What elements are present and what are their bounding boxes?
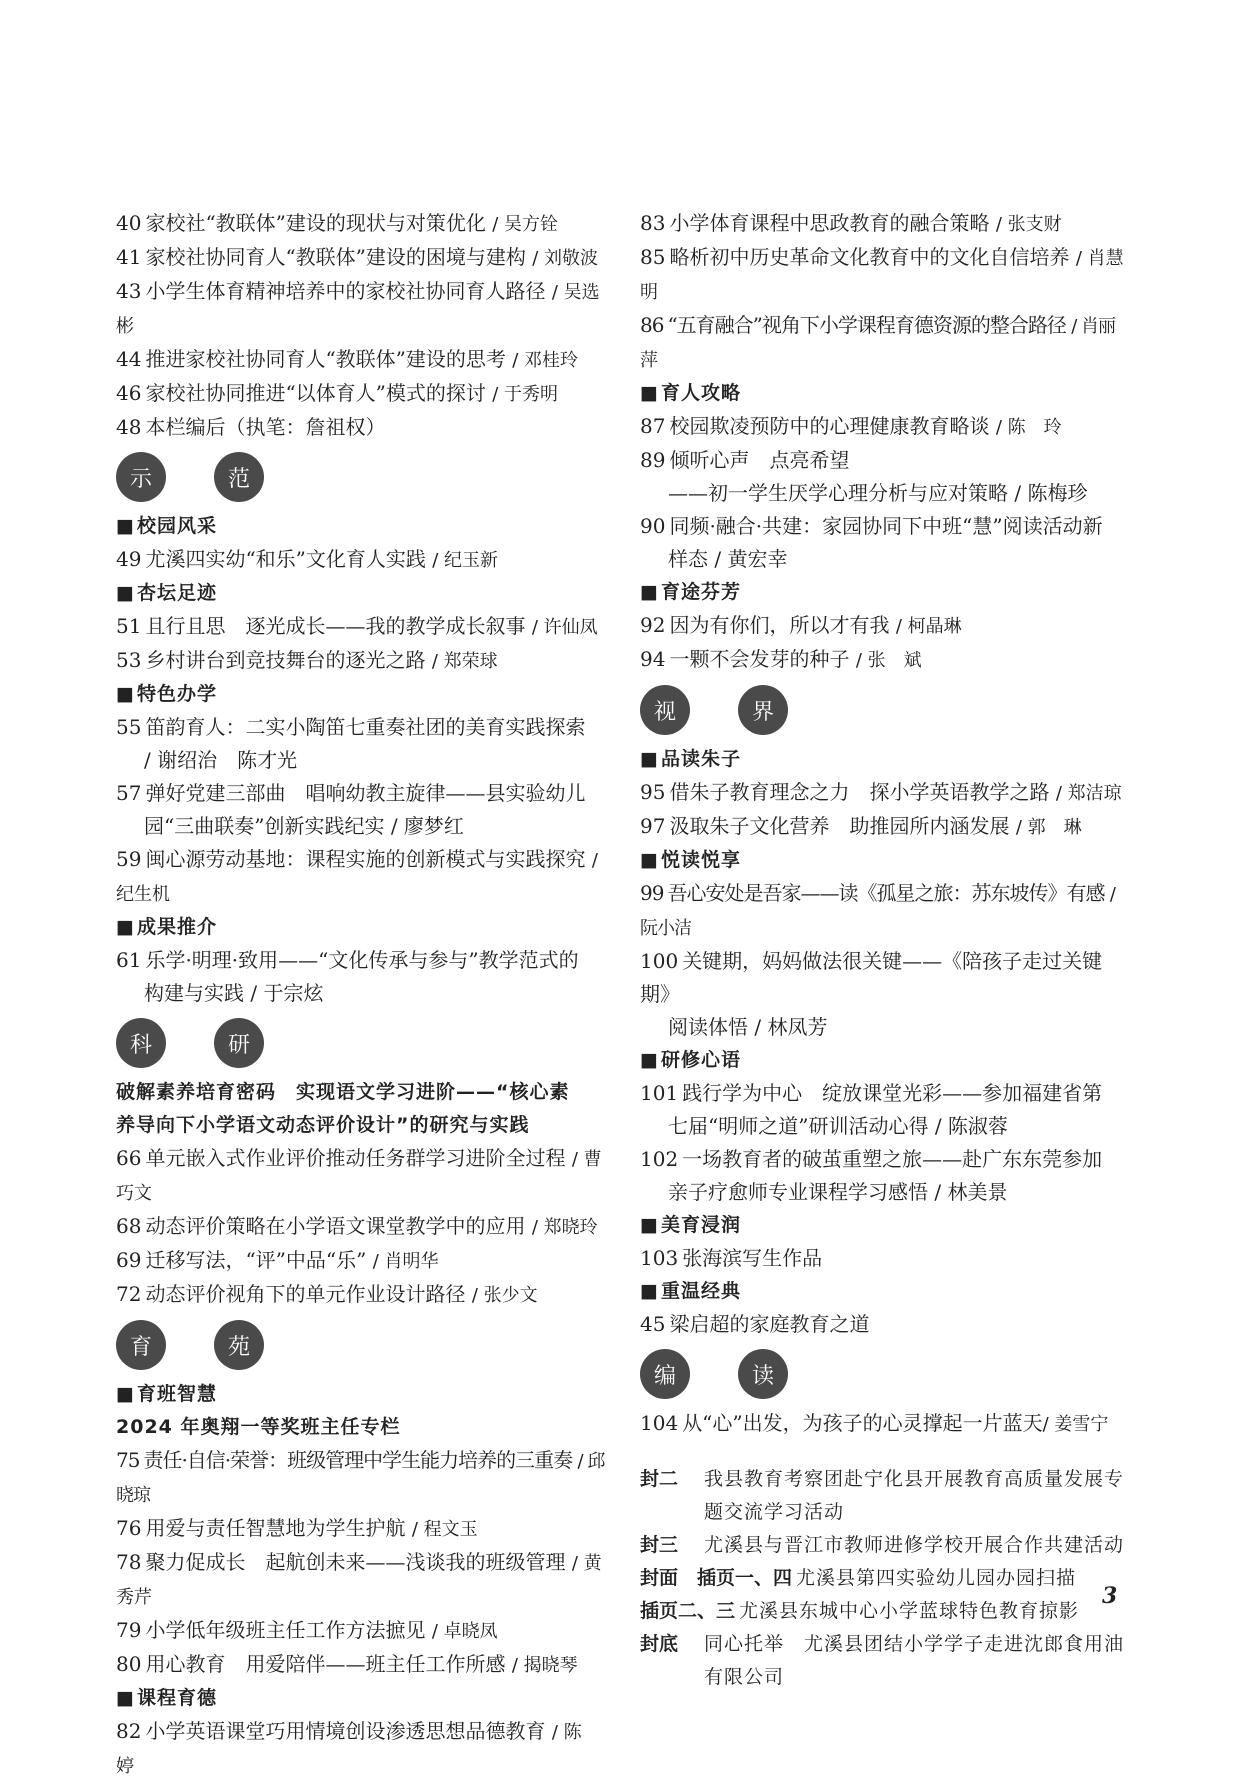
- feature-title[interactable]: 养导向下小学语文动态评价设计”的研究与实践: [116, 1114, 530, 1136]
- toc-entry[interactable]: 92 因为有你们，所以才有我 / 柯晶琳: [640, 613, 962, 637]
- toc-entry[interactable]: 68 动态评价策略在小学语文课堂教学中的应用 / 郑晓玲: [116, 1214, 598, 1238]
- toc-entry[interactable]: 49 尤溪四实幼“和乐”文化育人实践 / 纪玉新: [116, 547, 499, 571]
- section-circle: 范: [214, 452, 264, 502]
- subsection-heading: ■ 悦读悦享: [640, 844, 1130, 877]
- toc-entry[interactable]: 99 吾心安处是吾家——读《孤星之旅：苏东坡传》有感 / 阮小洁: [640, 881, 1115, 939]
- cover-text: 尤溪县与晋江市教师进修学校开展合作共建活动: [704, 1534, 1125, 1556]
- toc-entry[interactable]: 104 从“心”出发，为孩子的心灵撑起一片蓝天/ 姜雪宁: [640, 1411, 1109, 1435]
- cover-credits: [640, 1463, 1130, 1694]
- section-circle: 示: [116, 452, 166, 502]
- toc-entry-author: / 谢绍治 陈才光: [144, 748, 298, 772]
- subsection-heading: ■ 成果推介: [116, 911, 606, 944]
- toc-entry[interactable]: 72 动态评价视角下的单元作业设计路径 / 张少文: [116, 1282, 538, 1306]
- cover-row: [640, 1595, 1130, 1628]
- section-circle: 编: [640, 1349, 690, 1399]
- section-header-keyan: [116, 1010, 606, 1076]
- toc-entry[interactable]: 66 单元嵌入式作业评价推动任务群学习进阶全过程 / 曹巧文: [116, 1146, 602, 1204]
- toc-entry[interactable]: 87 校园欺凌预防中的心理健康教育略谈 / 陈 玲: [640, 414, 1062, 438]
- cover-text: 尤溪县东城中心小学蓝球特色教育掠影: [739, 1600, 1080, 1622]
- toc-entry[interactable]: 102 一场教育者的破茧重塑之旅——赴广东东莞参加: [640, 1147, 1103, 1171]
- toc-entry[interactable]: 101 践行学为中心 绽放课堂光彩——参加福建省第: [640, 1081, 1103, 1105]
- toc-entry-continued: 园“三曲联奏”创新实践纪实 / 廖梦红: [144, 814, 464, 838]
- toc-entry[interactable]: 75 责任·自信·荣誉：班级管理中学生能力培养的三重奏 / 邱晓琼: [116, 1448, 605, 1506]
- toc-entry[interactable]: 40 家校社“教联体”建设的现状与对策优化 / 吴方铨: [116, 211, 559, 235]
- toc-entry[interactable]: 83 小学体育课程中思政教育的融合策略 / 张支财: [640, 211, 1062, 235]
- toc-entry[interactable]: 53 乡村讲台到竞技舞台的逐光之路 / 郑荣球: [116, 648, 498, 672]
- toc-entry[interactable]: 59 闽心源劳动基地：课程实施的创新模式与实践探究 / 纪生机: [116, 847, 598, 905]
- page-number: 3: [1102, 1583, 1118, 1609]
- section-header-biandu: [640, 1341, 1130, 1407]
- section-circle: 界: [738, 685, 788, 735]
- toc-entry[interactable]: 89 倾听心声 点亮希望: [640, 448, 850, 472]
- section-circle: 读: [738, 1349, 788, 1399]
- toc-entry[interactable]: 79 小学低年级班主任工作方法摭见 / 卓晓凤: [116, 1618, 498, 1642]
- toc-entry[interactable]: 57 弹好党建三部曲 唱响幼教主旋律——县实验幼儿: [116, 781, 586, 805]
- toc-entry[interactable]: 82 小学英语课堂巧用情境创设渗透思想品德教育 / 陈 婷: [116, 1719, 600, 1777]
- toc-entry[interactable]: 85 略析初中历史革命文化教育中的文化自信培养 / 肖慧明: [640, 245, 1124, 303]
- toc-entry[interactable]: 46 家校社协同推进“以体育人”模式的探讨 / 于秀明: [116, 381, 559, 405]
- cover-row: [640, 1529, 1130, 1562]
- cover-label: 封底: [640, 1633, 679, 1655]
- toc-entry[interactable]: 55 笛韵育人：二实小陶笛七重奏社团的美育实践探索: [116, 715, 586, 739]
- toc-entry[interactable]: 45 梁启超的家庭教育之道: [640, 1312, 870, 1336]
- toc-entry-continued: 七届“明师之道”研训活动心得 / 陈淑蓉: [668, 1114, 1008, 1138]
- toc-entry[interactable]: 76 用爱与责任智慧地为学生护航 / 程文玉: [116, 1516, 478, 1540]
- toc-entry[interactable]: 61 乐学·明理·致用——“文化传承与参与”教学范式的: [116, 948, 579, 972]
- cover-text: 尤溪县第四实验幼儿园办园扫描: [796, 1567, 1077, 1589]
- subsection-heading: ■ 课程育德: [116, 1682, 606, 1715]
- subsection-heading: ■ 育途芬芳: [640, 576, 1130, 609]
- toc-entry[interactable]: 78 聚力促成长 起航创未来——浅谈我的班级管理 / 黄秀芹: [116, 1550, 602, 1608]
- toc-entry[interactable]: 51 且行且思 逐光成长——我的教学成长叙事 / 许仙凤: [116, 614, 598, 638]
- section-circle: 育: [116, 1320, 166, 1370]
- subsection-heading: ■ 品读朱子: [640, 743, 1130, 776]
- section-circle: 研: [214, 1018, 264, 1068]
- toc-entry[interactable]: 95 借朱子教育理念之力 探小学英语教学之路 / 郑洁琼: [640, 780, 1122, 804]
- subsection-heading: ■ 育人攻略: [640, 377, 1130, 410]
- cover-text: 同心托举 尤溪县团结小学学子走进沈郎食用油有限公司: [704, 1633, 1125, 1688]
- section-header-yuyuan: [116, 1312, 606, 1378]
- subsection-heading: ■ 重温经典: [640, 1275, 1130, 1308]
- toc-entry[interactable]: 48 本栏编后（执笔：詹祖权）: [116, 415, 386, 439]
- toc-entry[interactable]: 43 小学生体育精神培养中的家校社协同育人路径 / 吴选彬: [116, 279, 600, 337]
- feature-title[interactable]: 破解素养培育密码 实现语文学习进阶——“核心素: [116, 1081, 570, 1103]
- section-circle: 苑: [214, 1320, 264, 1370]
- cover-label: 封面 插页一、四: [640, 1567, 793, 1589]
- section-header-shijie: [640, 677, 1130, 743]
- section-circle: 科: [116, 1018, 166, 1068]
- toc-entry[interactable]: 80 用心教育 用爱陪伴——班主任工作所感 / 揭晓琴: [116, 1652, 578, 1676]
- subsection-heading: ■ 育班智慧: [116, 1378, 606, 1411]
- toc-entry[interactable]: 97 汲取朱子文化营养 助推园所内涵发展 / 郭 琳: [640, 814, 1082, 838]
- left-column: [116, 207, 606, 1783]
- toc-entry[interactable]: 94 一颗不会发芽的种子 / 张 斌: [640, 647, 922, 671]
- cover-text: 我县教育考察团赴宁化县开展教育高质量发展专题交流学习活动: [704, 1468, 1125, 1523]
- toc-entry-continued: 样态 / 黄宏幸: [668, 547, 788, 571]
- toc-entry-continued: 亲子疗愈师专业课程学习感悟 / 林美景: [668, 1180, 1008, 1204]
- toc-entry-continued: 阅读体悟 / 林凤芳: [668, 1015, 828, 1039]
- toc-entry[interactable]: 44 推进家校社协同育人“教联体”建设的思考 / 邓桂玲: [116, 347, 579, 371]
- subsection-heading: ■ 研修心语: [640, 1044, 1130, 1077]
- subsection-heading: ■ 校园风采: [116, 510, 606, 543]
- toc-entry[interactable]: 69 迁移写法，“评”中品“乐” / 肖明华: [116, 1248, 439, 1272]
- cover-label: 插页二、三: [640, 1600, 736, 1622]
- cover-label: 封二: [640, 1468, 679, 1490]
- column-title: 2024 年奥翔一等奖班主任专栏: [116, 1416, 401, 1438]
- cover-label: 封三: [640, 1534, 679, 1556]
- toc-entry-continued: ——初一学生厌学心理分析与应对策略 / 陈梅珍: [668, 481, 1088, 505]
- toc-entry[interactable]: 100 关键期，妈妈做法很关键——《陪孩子走过关键期》: [640, 949, 1103, 1006]
- cover-row: [640, 1628, 1130, 1694]
- toc-entry-continued: 构建与实践 / 于宗炫: [144, 981, 324, 1005]
- section-header-shifan: [116, 444, 606, 510]
- subsection-heading: ■ 美育浸润: [640, 1209, 1130, 1242]
- toc-entry[interactable]: 90 同频·融合·共建：家园协同下中班“慧”阅读活动新: [640, 514, 1103, 538]
- toc-entry[interactable]: 86 “五育融合”视角下小学课程育德资源的整合路径 / 肖丽萍: [640, 313, 1116, 371]
- right-column: [640, 207, 1130, 1694]
- toc-entry[interactable]: 103 张海滨写生作品: [640, 1246, 823, 1270]
- subsection-heading: ■ 杏坛足迹: [116, 577, 606, 610]
- subsection-heading: ■ 特色办学: [116, 678, 606, 711]
- toc-entry[interactable]: 41 家校社协同育人“教联体”建设的困境与建构 / 刘敬波: [116, 245, 599, 269]
- cover-row: [640, 1463, 1130, 1529]
- section-circle: 视: [640, 685, 690, 735]
- cover-row: [640, 1562, 1130, 1595]
